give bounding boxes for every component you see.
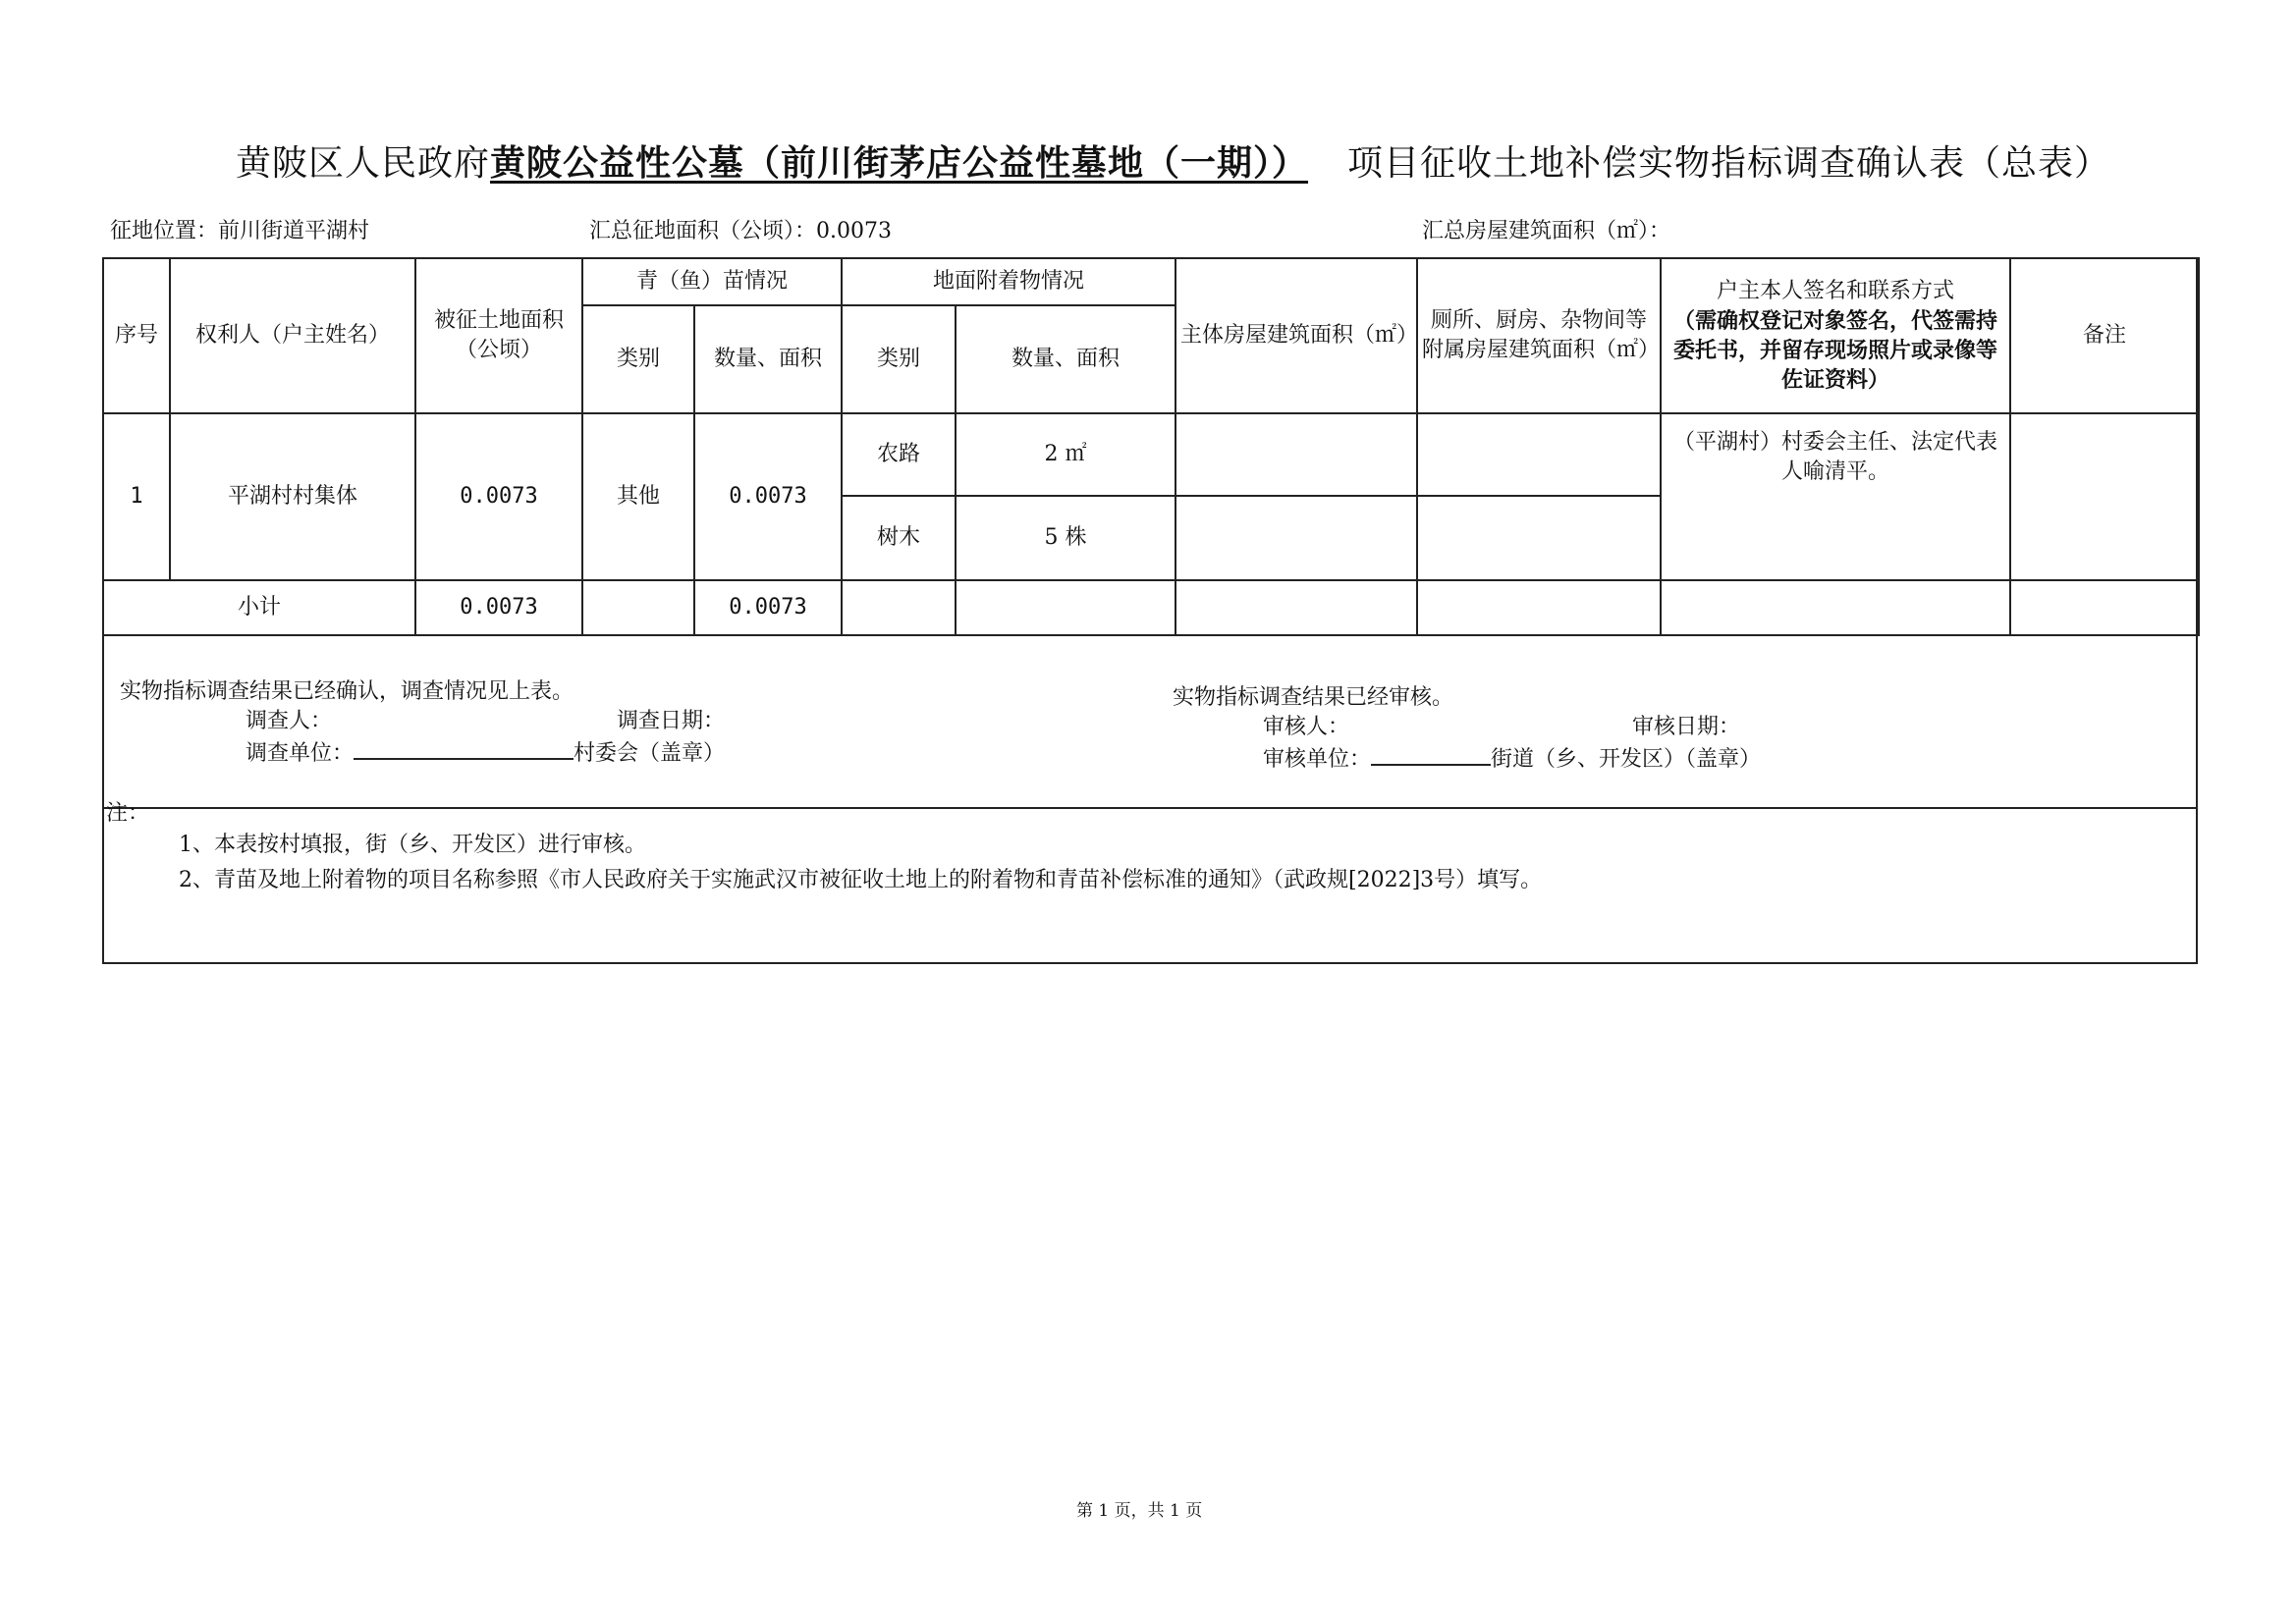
total-building-area: 汇总房屋建筑面积（㎡）：	[1422, 219, 1671, 243]
investigate-unit-label: 调查单位：	[246, 741, 355, 766]
title-project-name: 黄陂公益性公墓（前川街茅店公益性墓地（一期））	[490, 142, 1309, 184]
review-date-label: 审核日期：	[1632, 715, 1741, 739]
row-remark	[2010, 413, 2199, 580]
header-signature-note: （需确权登记对象签名，代签需持委托书，并留存现场照片或录像等佐证资料）	[1673, 308, 1998, 393]
subtotal-remark	[2010, 580, 2199, 635]
investigate-unit-suffix: 村委会（盖章）	[574, 741, 726, 766]
note-item-1: 1、本表按村填报，街（乡、开发区）进行审核。	[179, 833, 646, 857]
row-main-building-2	[1175, 496, 1417, 580]
header-crop-qty: 数量、面积	[694, 305, 842, 413]
confirm-statement: 实物指标调查结果已经确认，调查情况见上表。	[120, 679, 574, 704]
header-seq: 序号	[103, 258, 170, 413]
review-unit-suffix: 街道（乡、开发区）（盖章）	[1491, 747, 1762, 772]
investigate-unit-blank	[354, 736, 574, 760]
subtotal-crop-type	[582, 580, 694, 635]
row-seq: 1	[103, 413, 170, 580]
page-number: 第 1 页，共 1 页	[1076, 1501, 1203, 1521]
header-crop-group: 青（鱼）苗情况	[582, 258, 842, 305]
survey-table	[102, 257, 2200, 636]
header-crop-type: 类别	[582, 305, 694, 413]
row-crop-type: 其他	[582, 413, 694, 580]
review-unit	[1263, 742, 1761, 775]
row-land-area: 0.0073	[415, 413, 582, 580]
subtotal-signature	[1661, 580, 2010, 635]
header-remark: 备注	[2010, 258, 2199, 413]
subtotal-label: 小计	[103, 580, 415, 635]
notes-label: 注：	[106, 801, 150, 826]
row-aux-building-2	[1417, 496, 1661, 580]
investigator-label: 调查人：	[246, 709, 333, 733]
row-owner: 平湖村村集体	[170, 413, 415, 580]
subtotal-aux-building	[1417, 580, 1661, 635]
header-signature	[1661, 258, 2010, 413]
row-main-building-1	[1175, 413, 1417, 496]
row-crop-qty: 0.0073	[694, 413, 842, 580]
subtotal-crop-qty: 0.0073	[694, 580, 842, 635]
title-form-name: 项目征收土地补偿实物指标调查确认表（总表）	[1347, 143, 2111, 184]
row-attach-type-tree: 树木	[842, 496, 956, 580]
header-row-1	[103, 258, 2199, 305]
title-government: 黄陂区人民政府	[236, 143, 491, 184]
document-title	[236, 135, 2110, 186]
subtotal-attach-type	[842, 580, 956, 635]
header-land-area: 被征土地面积（公顷）	[415, 258, 582, 413]
review-statement: 实物指标调查结果已经审核。	[1173, 685, 1454, 710]
header-aux-building: 厕所、厨房、杂物间等附属房屋建筑面积（㎡）	[1417, 258, 1661, 413]
header-main-building: 主体房屋建筑面积（㎡）	[1175, 258, 1417, 413]
header-attachment-group: 地面附着物情况	[842, 258, 1175, 305]
reviewer-label: 审核人：	[1263, 715, 1350, 739]
row-aux-building-1	[1417, 413, 1661, 496]
row-attach-qty-road: 2 ㎡	[956, 413, 1175, 496]
subtotal-attach-qty	[956, 580, 1175, 635]
investigate-date-label: 调查日期：	[617, 709, 726, 733]
investigate-unit	[246, 736, 725, 769]
review-unit-blank	[1371, 742, 1491, 766]
note-item-2: 2、青苗及地上附着物的项目名称参照《市人民政府关于实施武汉市被征收土地上的附着物和青苗补偿标准的通知》（武政规[2022]3号）填写。	[179, 868, 1543, 892]
row-signature: （平湖村）村委会主任、法定代表人喻清平。	[1661, 413, 2010, 580]
land-location: 征地位置：前川街道平湖村	[110, 219, 370, 243]
header-signature-title: 户主本人签名和联系方式	[1717, 279, 1955, 303]
header-owner: 权利人（户主姓名）	[170, 258, 415, 413]
row-attach-type-road: 农路	[842, 413, 956, 496]
subtotal-land-area: 0.0073	[415, 580, 582, 635]
header-attach-type: 类别	[842, 305, 956, 413]
total-land-area: 汇总征地面积（公顷）：0.0073	[589, 219, 892, 243]
table-row	[103, 413, 2199, 496]
header-attach-qty: 数量、面积	[956, 305, 1175, 413]
review-unit-label: 审核单位：	[1263, 747, 1372, 772]
subtotal-main-building	[1175, 580, 1417, 635]
row-attach-qty-tree: 5 株	[956, 496, 1175, 580]
subtotal-row	[103, 580, 2199, 635]
